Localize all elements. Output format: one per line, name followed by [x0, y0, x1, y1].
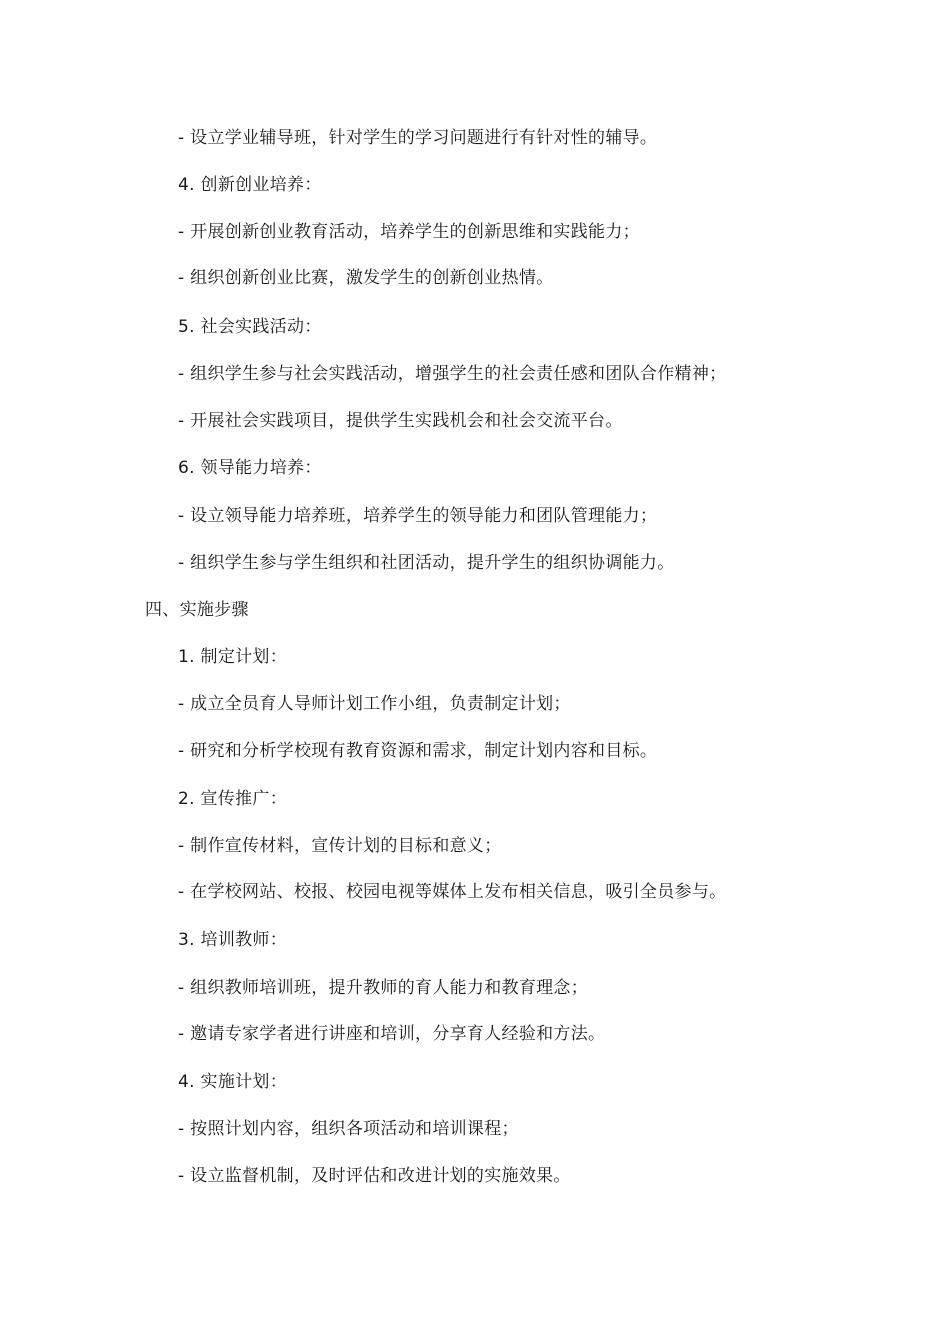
subheading: 4. 实施计划：: [178, 1072, 288, 1092]
bullet-item: - 制作宣传材料，宣传计划的目标和意义；: [178, 836, 502, 856]
bullet-item: - 组织学生参与社会实践活动，增强学生的社会责任感和团队合作精神；: [178, 364, 727, 384]
subheading: 4. 创新创业培养：: [178, 175, 322, 195]
section-heading: 四、实施步骤: [145, 600, 249, 620]
bullet-item: - 按照计划内容，组织各项活动和培训课程；: [178, 1119, 519, 1139]
bullet-item: - 开展社会实践项目，提供学生实践机会和社会交流平台。: [178, 411, 623, 431]
subheading: 1. 制定计划：: [178, 647, 288, 667]
subheading: 3. 培训教师：: [178, 930, 288, 950]
bullet-item: - 设立监督机制，及时评估和改进计划的实施效果。: [178, 1166, 571, 1186]
bullet-item: - 邀请专家学者进行讲座和培训，分享育人经验和方法。: [178, 1024, 606, 1044]
bullet-item: - 设立学业辅导班，针对学生的学习问题进行有针对性的辅导。: [178, 128, 658, 148]
bullet-item: - 组织学生参与学生组织和社团活动，提升学生的组织协调能力。: [178, 553, 675, 573]
subheading: 2. 宣传推广：: [178, 789, 288, 809]
bullet-item: - 组织教师培训班，提升教师的育人能力和教育理念；: [178, 978, 589, 998]
bullet-item: - 研究和分析学校现有教育资源和需求，制定计划内容和目标。: [178, 741, 658, 761]
subheading: 5. 社会实践活动：: [178, 317, 322, 337]
bullet-item: - 设立领导能力培养班，培养学生的领导能力和团队管理能力；: [178, 506, 658, 526]
bullet-item: - 在学校网站、校报、校园电视等媒体上发布相关信息，吸引全员参与。: [178, 882, 727, 902]
subheading: 6. 领导能力培养：: [178, 458, 322, 478]
bullet-item: - 开展创新创业教育活动，培养学生的创新思维和实践能力；: [178, 222, 640, 242]
bullet-item: - 成立全员育人导师计划工作小组，负责制定计划；: [178, 694, 571, 714]
bullet-item: - 组织创新创业比赛，激发学生的创新创业热情。: [178, 268, 554, 288]
